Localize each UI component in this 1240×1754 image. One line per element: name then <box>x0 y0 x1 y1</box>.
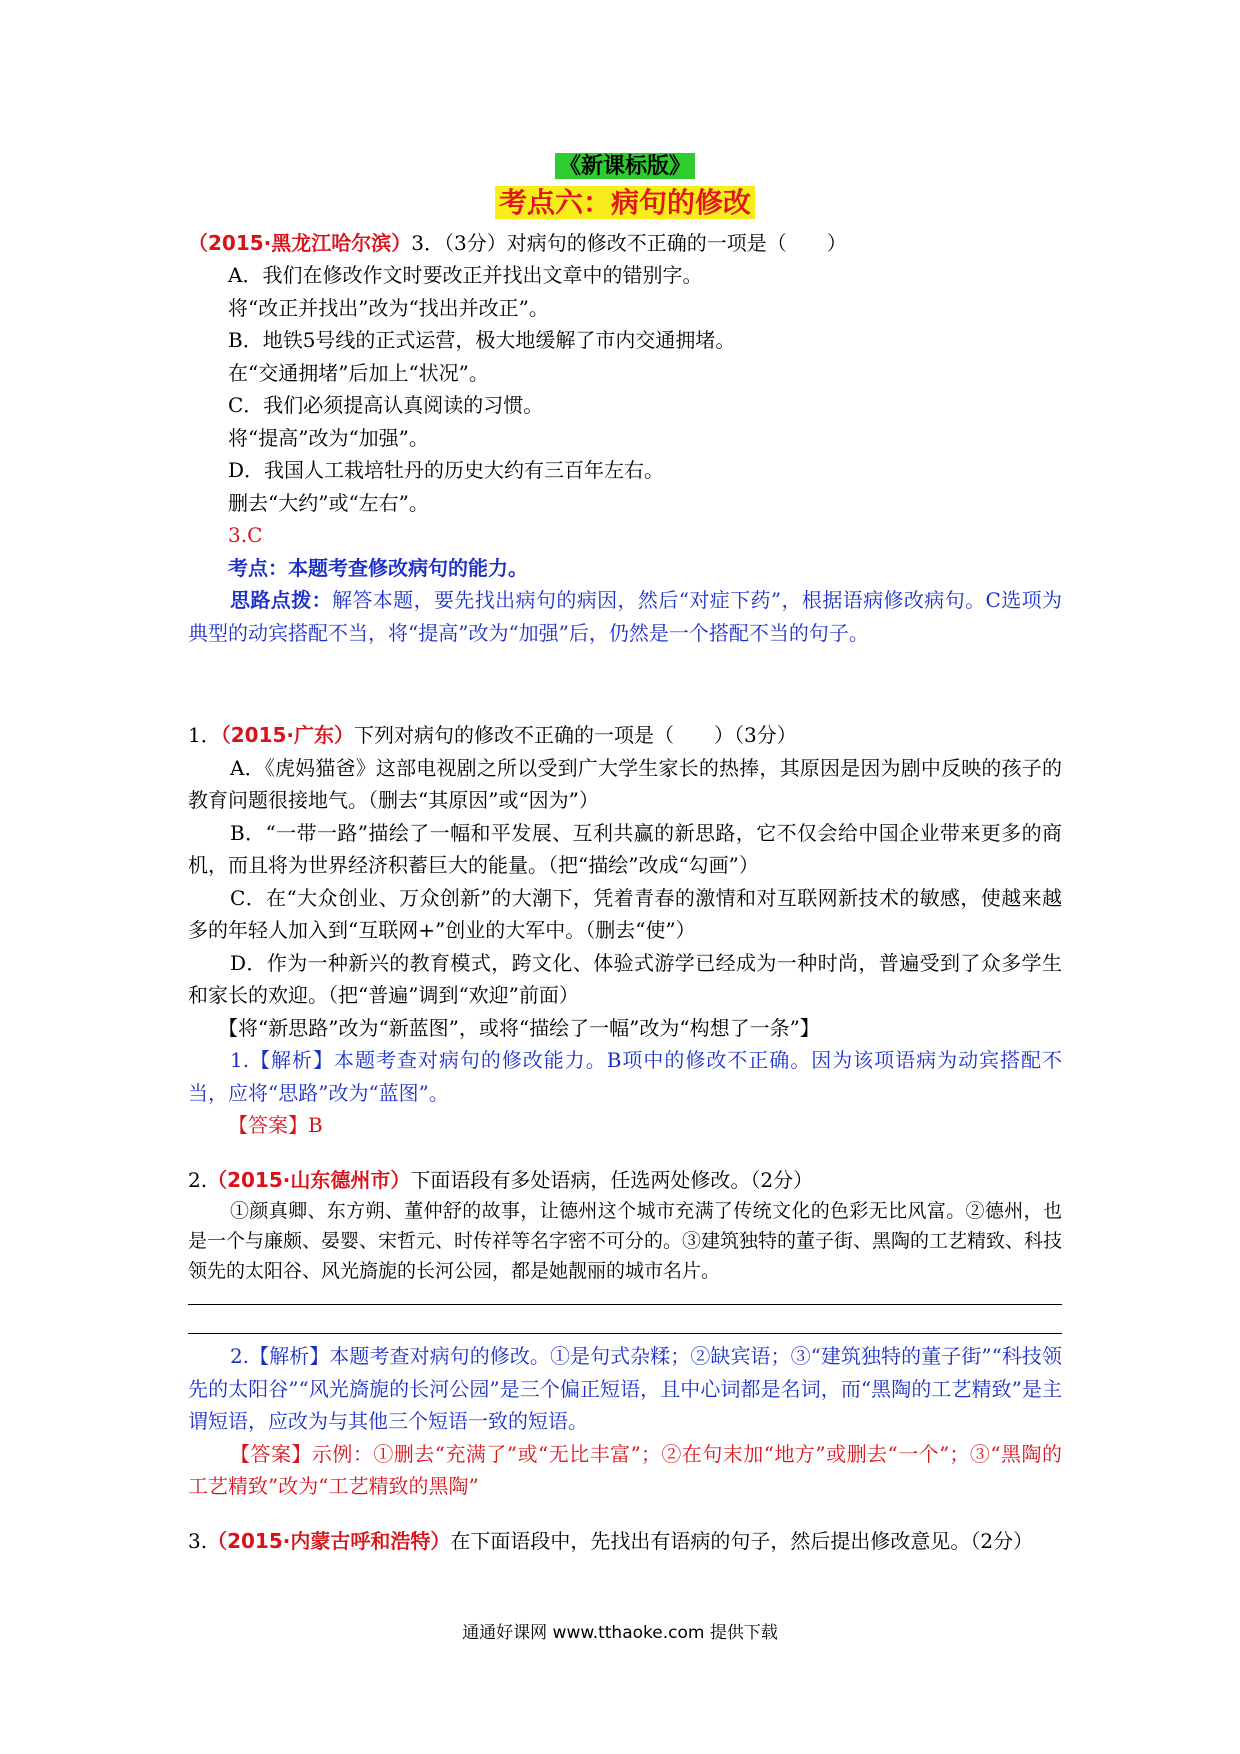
q3-source: （2015·内蒙古呼和浩特） <box>207 1528 451 1553</box>
q1-answer-value: B <box>308 1113 323 1137</box>
q0-fix-d: 删去“大约”或“左右”。 <box>228 490 429 515</box>
q1-stem: 下列对病句的修改不正确的一项是（ ）（3分） <box>354 723 797 747</box>
document-content <box>188 150 1062 1557</box>
page-footer: 通通好课网 www.tthaoke.com 提供下载 <box>462 1623 778 1643</box>
q1-stem-line <box>188 719 1062 752</box>
q1-number: 1． <box>188 723 221 747</box>
q1-answer <box>188 1109 1062 1142</box>
q0-answer: 3.C <box>228 523 263 547</box>
q0-option-a: A．我们在修改作文时要改正并找出文章中的错别字。 <box>228 263 703 287</box>
q2-analysis <box>188 1340 1062 1438</box>
q2-answer-text: 示例：①删去“充满了”或“无比丰富”；②在句末加“地方”或删去“一个”；③“黑陶的工艺精致”改为“工艺精致的黑陶” <box>188 1441 1062 1498</box>
q2-answer-label: 【答案】 <box>230 1441 312 1466</box>
q0-fix-a: 将“改正并找出”改为“找出并改正”。 <box>228 295 549 320</box>
q2-passage: ①颜真卿、东方朔、董仲舒的故事，让德州这个城市充满了传统文化的色彩无比风富。②德州，也是一个与廉颇、晏婴、宋哲元、时传祥等名字密不可分的。③建筑独特的董子街、黑陶的工艺精致、科技领先的太阳谷、风光旖旎的长河公园，都是她靓丽的城市名片。 <box>188 1200 1063 1282</box>
topic-heading <box>188 183 1062 227</box>
topic-title: 考点六：病句的修改 <box>495 186 755 219</box>
q0-silu <box>188 584 1062 649</box>
q1-option-b: B．“一带一路”描绘了一幅和平发展、互利共赢的新思路，它不仅会给中国企业带来更多的商机，而且将为世界经济积蓄巨大的能量。（把“描绘”改成“勾画”） <box>188 820 1062 877</box>
q1-analysis-text: 本题考查对病句的修改能力。B项中的修改不正确。因为该项语病为动宾搭配不当，应将“思路”改为“蓝图”。 <box>188 1048 1062 1105</box>
q3-number: 3. <box>188 1528 208 1553</box>
q0-stem: 3．（3分）对病句的修改不正确的一项是（ ） <box>411 230 847 255</box>
q2-stem-line <box>188 1164 1062 1197</box>
q2-source: （2015·山东德州市） <box>207 1167 411 1192</box>
q0-fix-c: 将“提高”改为“加强”。 <box>228 425 429 450</box>
q0-fix-b: 在“交通拥堵”后加上“状况”。 <box>228 360 489 385</box>
q0-silu-label: 思路点拨： <box>230 588 332 612</box>
q1-analysis <box>188 1044 1062 1109</box>
q3-stem-line <box>188 1525 1062 1558</box>
q0-option-d: D．我国人工栽培牡丹的历史大约有三百年左右。 <box>228 458 665 482</box>
q0-option-c: C．我们必须提高认真阅读的习惯。 <box>228 393 544 417</box>
q2-stem: 下面语段有多处语病，任选两处修改。（2分） <box>410 1167 814 1192</box>
q1-analysis-prefix: 1.【解析】 <box>230 1048 334 1072</box>
q2-answer <box>188 1438 1062 1503</box>
q1-option-a: A．《虎妈猫爸》这部电视剧之所以受到广大学生家长的热捧，其原因是因为剧中反映的孩子的教育问题很接地气。（删去“其原因”或“因为”） <box>188 755 1062 812</box>
q2-analysis-text: 本题考查对病句的修改。①是句式杂糅；②缺宾语；③“建筑独特的董子街”“科技领先的太阳谷”“风光旖旎的长河公园”是三个偏正短语，且中心词都是名词，而“黑陶的工艺精致”是主谓短语，应改为与其他三个短语一致的短语。 <box>188 1344 1062 1433</box>
edition-heading <box>188 150 1062 183</box>
q0-stem-line <box>188 227 1062 260</box>
q1-bracket-note: 【将“新思路”改为“新蓝图”，或将“描绘了一幅”改为“构想了一条”】 <box>218 1015 820 1040</box>
q1-answer-label: 【答案】 <box>228 1113 308 1137</box>
q0-option-b: B．地铁5号线的正式运营，极大地缓解了市内交通拥堵。 <box>228 328 736 352</box>
q0-source: （2015·黑龙江哈尔滨） <box>188 230 412 255</box>
q1-option-c: C．在“大众创业、万众创新”的大潮下，凭着青春的激情和对互联网新技术的敏感，使越来越多的年轻人加入到“互联网+”创业的大军中。（删去“使”） <box>188 885 1062 942</box>
q2-analysis-prefix: 2.【解析】 <box>230 1344 330 1368</box>
q2-number: 2. <box>188 1167 208 1192</box>
q1-option-d: D．作为一种新兴的教育模式，跨文化、体验式游学已经成为一种时尚，普遍受到了众多学生和家长的欢迎。（把“普遍”调到“欢迎”前面） <box>188 950 1062 1007</box>
q1-source: （2015·广东） <box>220 723 354 747</box>
q3-stem: 在下面语段中，先找出有语病的句子，然后提出修改意见。（2分） <box>450 1528 1034 1553</box>
q0-silu-text: 解答本题，要先找出病句的病因，然后“对症下药”，根据语病修改病句。C选项为典型的动宾搭配不当，将“提高”改为“加强”后，仍然是一个搭配不当的句子。 <box>188 588 1062 645</box>
q0-kaodian: 考点：本题考查修改病句的能力。 <box>228 555 528 580</box>
edition-label: 《新课标版》 <box>555 153 695 179</box>
